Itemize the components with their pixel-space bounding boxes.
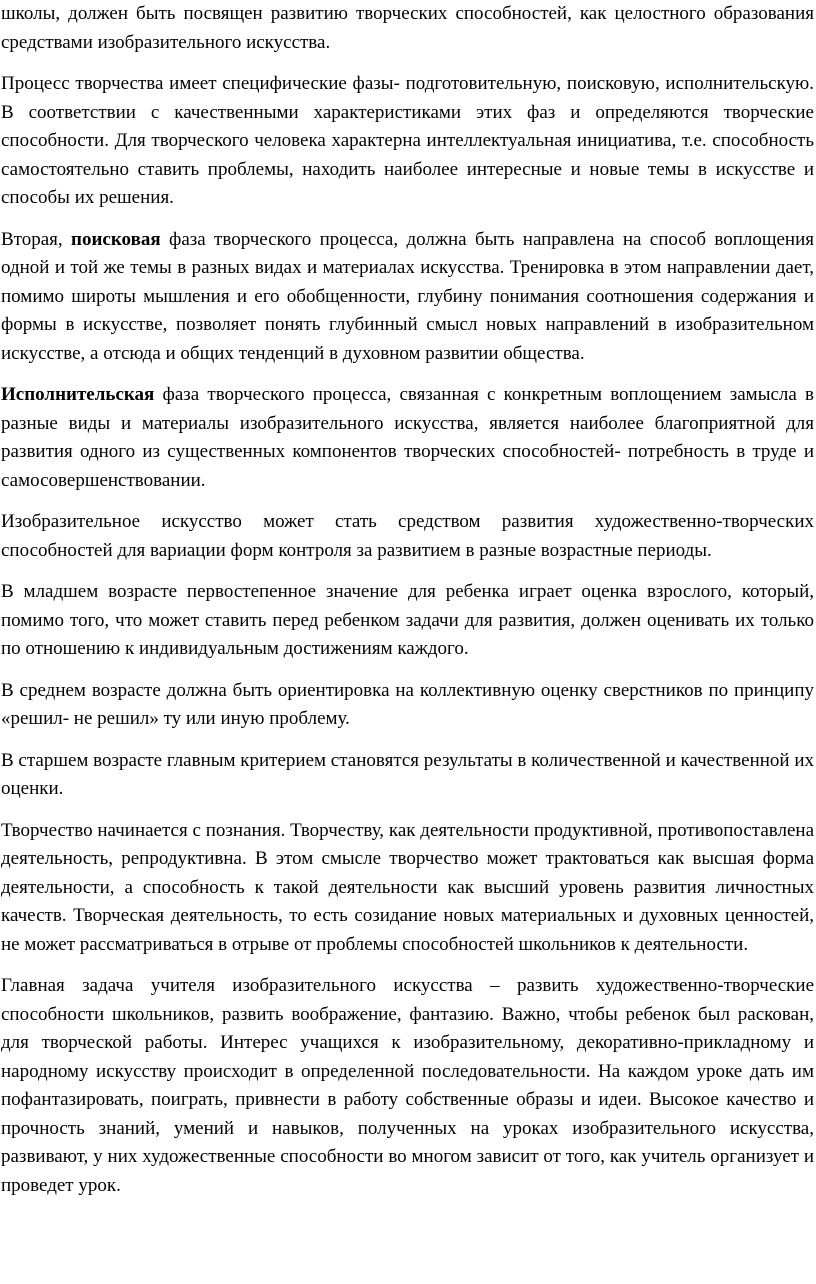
paragraph-3-lead: Вторая, <box>1 228 72 250</box>
paragraph-9: Творчество начинается с познания. Творчеству, как деятельности продуктивной, противопоставлена деятельность, репродуктивна. В этом смысле творчество может трактоваться как высшая форма деятельности, а способность к такой деятельности как высший уровень развития личностных качеств. Творческая деятельность, то есть созидание новых материальных и духовных ценностей, не может рассматриваться в отрыве от проблемы способностей школьников к деятельности. <box>1 819 814 955</box>
paragraph-6: В младшем возрасте первостепенное значение для ребенка играет оценка взрослого, который, помимо того, что может ставить перед ребенком задачи для развития, должен оценивать их только по отношению к индивидуальным достижениям каждого. <box>1 581 814 659</box>
paragraph-5: Изобразительное искусство может стать средством развития художественно-творческих способностей для вариации форм контроля за развитием в разные возрастные периоды. <box>1 511 814 561</box>
paragraph-7: В среднем возрасте должна быть ориентировка на коллективную оценку сверстников по принципу «решил- не решил» ту или иную проблему. <box>1 679 814 729</box>
paragraph-1: школы, должен быть посвящен развитию творческих способностей, как целостного образования средствами изобразительного искусства. <box>1 3 814 53</box>
paragraph-4-bold-term: Исполнительская <box>1 384 155 405</box>
paragraph-8: В старшем возрасте главным критерием становятся результаты в количественной и качественной их оценки. <box>1 749 815 799</box>
paragraph-4 <box>1 381 814 495</box>
paragraph-4-rest: фаза творческого процесса, связанная с конкретным воплощением замысла в разные виды и материалы изобразительного искусства, является наиболее благоприятной для развития одного из существенных компонентов творческих способностей- потребность в труде и самосовершенствовании. <box>1 384 814 491</box>
paragraph-2: Процесс творчества имеет специфические фазы- подготовительную, поисковую, исполнительскую. В соответствии с качественными характеристиками этих фаз и определяются творческие способности. Для творческого человека характерна интеллектуальная инициатива, т.е. способность самостоятельно ставить проблемы, находить наиболее интересные и новые темы в искусстве и способы их решения. <box>1 73 814 208</box>
paragraph-3 <box>1 226 814 369</box>
paragraph-3-rest: фаза творческого процесса, должна быть направлена на способ воплощения одной и той же темы в разных видах и материалах искусства. Тренировка в этом направлении дает, помимо широты мышления и его обобщенности, глубину понимания соотношения содержания и формы в искусстве, позволяет понять глубинный смысл новых направлений в изобразительном искусстве, а отсюда и общих тенденций в духовном развитии общества. <box>1 228 814 364</box>
paragraph-3-bold-term: поисковая <box>71 228 161 250</box>
paragraph-10: Главная задача учителя изобразительного искусства – развить художественно-творческие способности школьников, развить воображение, фантазию. Важно, чтобы ребенок был раскован, для творческой работы. Интерес учащихся к изобразительному, декоративно-прикладному и народному искусству происходит в определенной последовательности. На каждом уроке дать им пофантазировать, поиграть, привнести в работу собственные образы и идеи. Высокое качество и прочность знаний, умений и навыков, полученных на уроках изобразительного искусства, развивают, у них художественные способности во многом зависит от того, как учитель организует и проведет урок. <box>1 975 814 1196</box>
